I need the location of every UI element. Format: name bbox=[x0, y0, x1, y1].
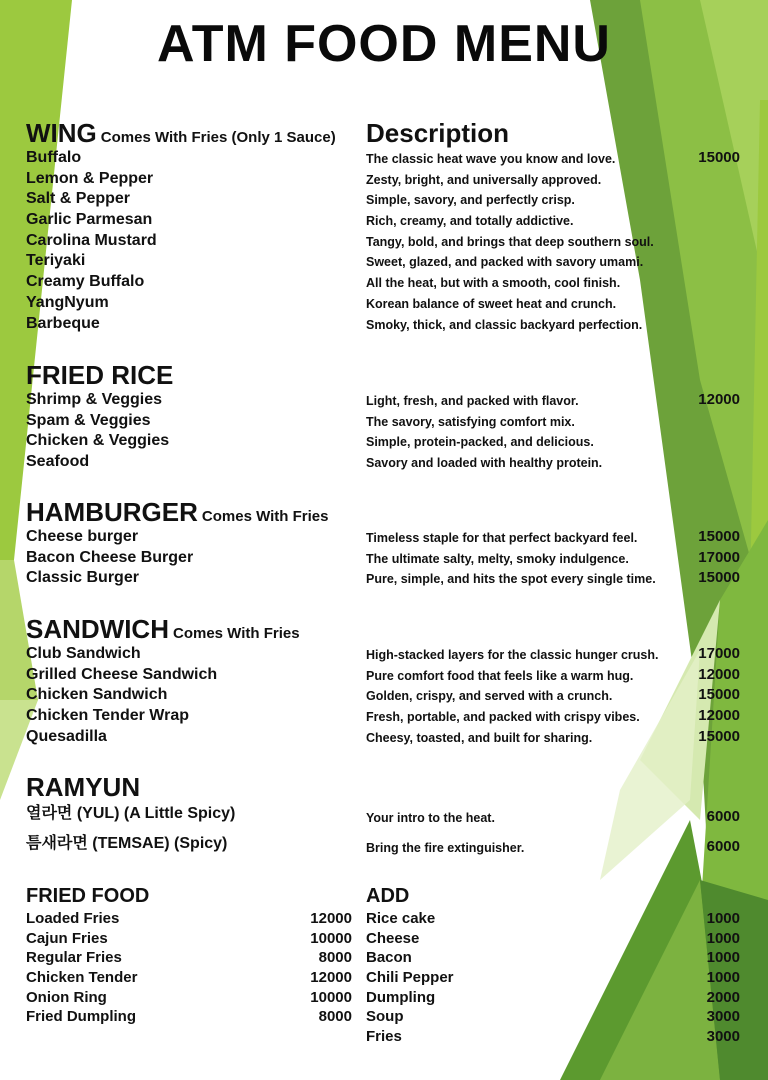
item-price: 12000 bbox=[310, 969, 352, 987]
menu-item bbox=[26, 527, 746, 548]
fried-rice-header bbox=[26, 360, 746, 390]
menu-item bbox=[366, 1027, 740, 1047]
item-description: High-stacked layers for the classic hunger crush. bbox=[366, 648, 659, 662]
section-note: Comes With Fries (Only 1 Sauce) bbox=[100, 129, 336, 146]
item-name: Bacon bbox=[366, 949, 412, 967]
item-name: Quesadilla bbox=[26, 727, 107, 745]
menu-item bbox=[366, 929, 740, 949]
item-description: Rich, creamy, and totally addictive. bbox=[366, 214, 574, 229]
item-price: 17000 bbox=[698, 645, 740, 662]
item-price: 15000 bbox=[698, 569, 740, 587]
item-name: Classic Burger bbox=[26, 569, 139, 587]
item-description: Zesty, bright, and universally approved. bbox=[366, 172, 602, 187]
item-name: Loaded Fries bbox=[26, 910, 120, 927]
item-name: Chicken Sandwich bbox=[26, 686, 168, 704]
item-description: The savory, satisfying comfort mix. bbox=[366, 414, 575, 429]
item-price: 15000 bbox=[698, 686, 740, 704]
item-price: 1000 bbox=[706, 910, 740, 927]
item-name: Rice cake bbox=[366, 910, 436, 927]
item-name: 열라면 (YUL) (A Little Spicy) bbox=[26, 805, 236, 822]
item-name: Cheese burger bbox=[26, 528, 139, 545]
hamburger-header bbox=[26, 497, 746, 527]
item-description: Savory and loaded with healthy protein. bbox=[366, 456, 603, 471]
item-name: Chicken Tender Wrap bbox=[26, 707, 189, 725]
item-name: Cajun Fries bbox=[26, 929, 108, 947]
item-price: 2000 bbox=[706, 988, 740, 1006]
item-price: 15000 bbox=[698, 528, 740, 545]
hamburger-section bbox=[26, 497, 746, 589]
menu-title: ATM FOOD MENU bbox=[157, 15, 611, 73]
item-description: Light, fresh, and packed with flavor. bbox=[366, 394, 579, 408]
item-description: Pure comfort food that feels like a warm hug. bbox=[366, 668, 634, 683]
fried-food-section bbox=[26, 883, 352, 1027]
item-price: 3000 bbox=[706, 1028, 740, 1046]
menu-item bbox=[26, 568, 746, 589]
item-price: 15000 bbox=[698, 727, 740, 745]
sandwich-section bbox=[26, 614, 746, 747]
item-name: Cheese bbox=[366, 929, 420, 947]
menu-item bbox=[26, 802, 746, 832]
item-price: 10000 bbox=[310, 929, 352, 947]
menu-item bbox=[26, 251, 746, 272]
item-name: Chili Pepper bbox=[366, 969, 454, 987]
menu-item bbox=[26, 832, 746, 862]
ramyun-header bbox=[26, 772, 746, 802]
menu-item bbox=[26, 685, 746, 706]
menu-item bbox=[26, 390, 746, 411]
item-name: Onion Ring bbox=[26, 988, 107, 1006]
menu-item bbox=[26, 431, 746, 452]
item-description: Sweet, glazed, and packed with savory umami. bbox=[366, 255, 644, 270]
item-name: Dumpling bbox=[366, 988, 436, 1006]
section-title: FRIED FOOD bbox=[26, 885, 150, 907]
menu-item bbox=[26, 169, 746, 190]
item-name: Shrimp & Veggies bbox=[26, 391, 163, 408]
section-title: SANDWICH bbox=[26, 614, 169, 644]
item-price: 12000 bbox=[698, 665, 740, 683]
item-price: 17000 bbox=[698, 548, 740, 566]
item-description: Cheesy, toasted, and built for sharing. bbox=[366, 730, 593, 745]
section-note: Comes With Fries bbox=[201, 508, 329, 525]
menu-item bbox=[26, 411, 746, 432]
fried-rice-list bbox=[26, 390, 746, 473]
menu-item bbox=[366, 968, 740, 988]
menu-item bbox=[26, 293, 746, 314]
item-price: 8000 bbox=[318, 1008, 352, 1026]
item-name: Soup bbox=[366, 1008, 404, 1026]
menu-item bbox=[26, 272, 746, 293]
item-price: 12000 bbox=[310, 910, 352, 927]
item-price: 3000 bbox=[706, 1008, 740, 1026]
item-description: Simple, savory, and perfectly crisp. bbox=[366, 193, 575, 208]
menu-item bbox=[26, 452, 746, 473]
item-name: Seafood bbox=[26, 453, 90, 471]
sandwich-list bbox=[26, 644, 746, 747]
item-name: Grilled Cheese Sandwich bbox=[26, 665, 218, 683]
section-title: WING bbox=[26, 118, 97, 148]
menu-item bbox=[26, 148, 746, 169]
section-note: Comes With Fries bbox=[173, 625, 300, 642]
menu-item bbox=[366, 909, 740, 929]
ramyun-list bbox=[26, 802, 746, 862]
item-name: Club Sandwich bbox=[26, 645, 141, 662]
menu-item bbox=[26, 948, 352, 968]
menu-item bbox=[26, 968, 352, 988]
item-name: Carolina Mustard bbox=[26, 231, 157, 249]
item-description: Golden, crispy, and served with a crunch. bbox=[366, 689, 613, 704]
menu-item bbox=[26, 727, 746, 748]
menu-item bbox=[26, 189, 746, 210]
menu-item bbox=[366, 988, 740, 1008]
ramyun-section bbox=[26, 772, 746, 862]
item-description: The classic heat wave you know and love. bbox=[366, 152, 616, 166]
fried-rice-section bbox=[26, 360, 746, 473]
description-header: Description bbox=[366, 118, 510, 148]
item-description: All the heat, but with a smooth, cool finish. bbox=[366, 276, 621, 291]
item-description: Smoky, thick, and classic backyard perfection. bbox=[366, 317, 643, 332]
item-name: Spam & Veggies bbox=[26, 411, 151, 429]
item-description: Fresh, portable, and packed with crispy vibes. bbox=[366, 710, 640, 725]
item-name: Bacon Cheese Burger bbox=[26, 548, 194, 566]
hamburger-list bbox=[26, 527, 746, 589]
item-price: 1000 bbox=[706, 949, 740, 967]
item-name: Salt & Pepper bbox=[26, 190, 131, 208]
item-price: 6000 bbox=[706, 808, 740, 825]
item-description: Tangy, bold, and brings that deep southern soul. bbox=[366, 234, 654, 249]
section-title: FRIED RICE bbox=[26, 360, 174, 390]
section-title: HAMBURGER bbox=[26, 497, 198, 527]
item-price: 8000 bbox=[318, 949, 352, 967]
item-price: 1000 bbox=[706, 929, 740, 947]
item-name: Creamy Buffalo bbox=[26, 273, 145, 291]
item-name: Regular Fries bbox=[26, 949, 122, 967]
item-name: Buffalo bbox=[26, 149, 82, 166]
menu-item bbox=[26, 909, 352, 929]
menu-item bbox=[26, 231, 746, 252]
item-name: YangNyum bbox=[26, 293, 109, 311]
item-name: Teriyaki bbox=[26, 252, 86, 270]
item-name: Fried Dumpling bbox=[26, 1008, 136, 1026]
menu-item bbox=[26, 665, 746, 686]
item-price: 12000 bbox=[698, 707, 740, 725]
item-description: Simple, protein-packed, and delicious. bbox=[366, 435, 594, 450]
section-title: ADD bbox=[366, 885, 410, 907]
item-name: Barbeque bbox=[26, 314, 100, 332]
menu-item bbox=[26, 644, 746, 665]
menu-item bbox=[26, 210, 746, 231]
item-description: Your intro to the heat. bbox=[366, 811, 495, 825]
item-description: Pure, simple, and hits the spot every single time. bbox=[366, 572, 656, 587]
menu-item bbox=[26, 314, 746, 335]
menu-item bbox=[26, 929, 352, 949]
item-description: Timeless staple for that perfect backyard feel. bbox=[366, 531, 638, 545]
item-description: Korean balance of sweet heat and crunch. bbox=[366, 296, 617, 311]
item-price: 6000 bbox=[706, 838, 740, 855]
item-name: Chicken & Veggies bbox=[26, 432, 170, 450]
item-name: Garlic Parmesan bbox=[26, 211, 153, 229]
item-price: 15000 bbox=[698, 149, 740, 166]
add-section bbox=[366, 883, 740, 1047]
item-name: Fries bbox=[366, 1028, 402, 1046]
menu-item bbox=[366, 1007, 740, 1027]
item-price: 12000 bbox=[698, 391, 740, 408]
item-name: Chicken Tender bbox=[26, 969, 138, 987]
item-description: The ultimate salty, melty, smoky indulgence. bbox=[366, 551, 629, 566]
item-price: 1000 bbox=[706, 969, 740, 987]
item-price: 10000 bbox=[310, 988, 352, 1006]
item-name: 틈새라면 (TEMSAE) (Spicy) bbox=[26, 835, 228, 852]
menu-item bbox=[26, 1007, 352, 1027]
menu-item bbox=[366, 948, 740, 968]
item-description: Bring the fire extinguisher. bbox=[366, 841, 525, 855]
item-name: Lemon & Pepper bbox=[26, 169, 154, 187]
wing-section bbox=[26, 118, 746, 334]
menu-item bbox=[26, 988, 352, 1008]
wing-list bbox=[26, 148, 746, 334]
sandwich-header bbox=[26, 614, 746, 644]
section-title: RAMYUN bbox=[26, 772, 141, 802]
menu-item bbox=[26, 548, 746, 569]
menu-item bbox=[26, 706, 746, 727]
